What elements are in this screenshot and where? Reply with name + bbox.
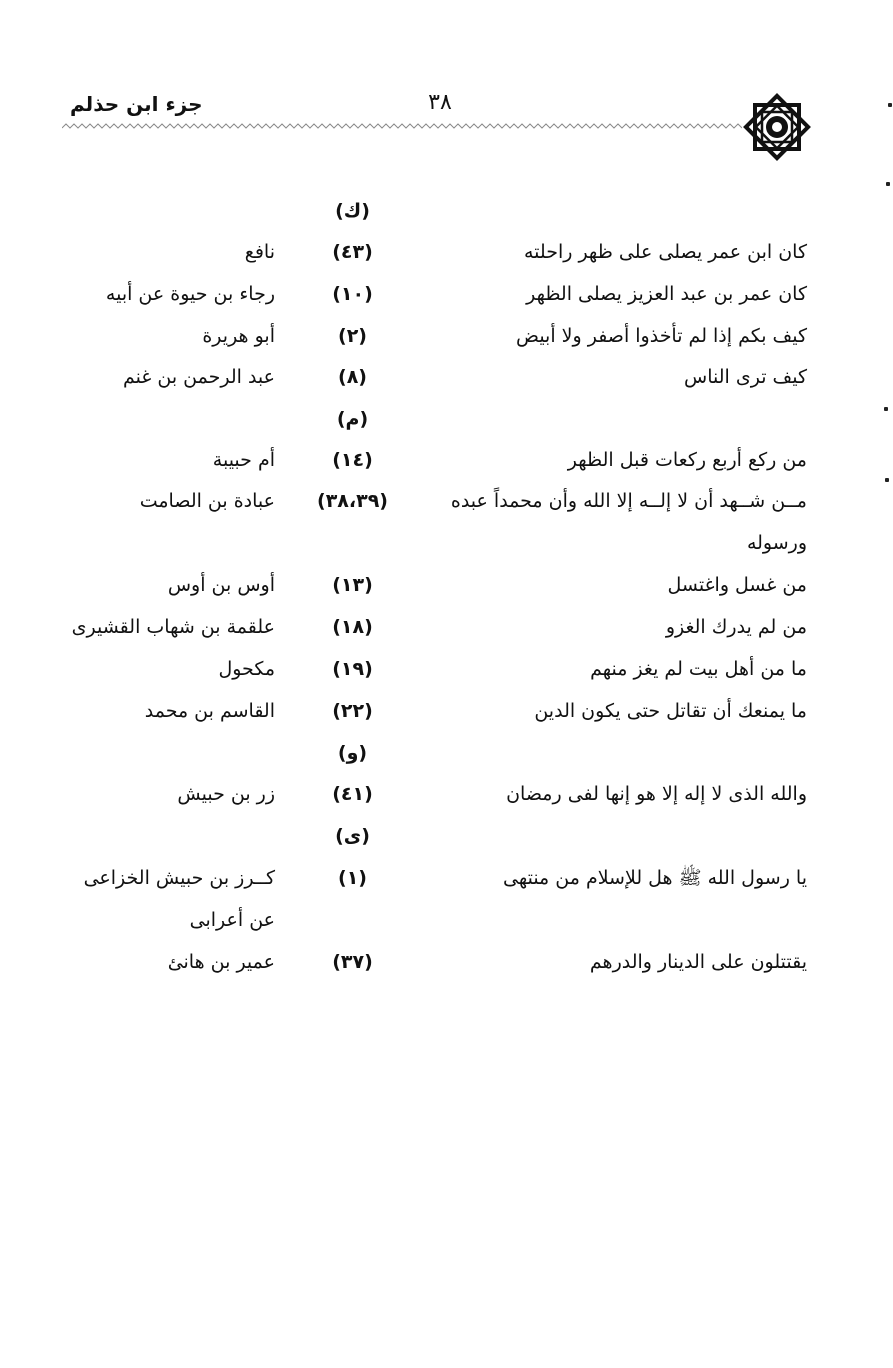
index-entry-continuation [0,522,893,564]
hadith-incipit: من ركع أربع ركعات قبل الظهر [567,449,807,471]
letter-heading [0,815,893,857]
narrator-continued: عن أعرابى [189,909,275,931]
narrator: عبادة بن الصامت [139,490,275,512]
index-entry [0,439,893,481]
hadith-number: (٣٨،٣٩) [317,490,388,512]
index-entry [0,273,893,315]
narrator: نافع [244,241,275,263]
section-letter: (و) [337,742,368,764]
index-entry [0,857,893,899]
hadith-incipit: كان عمر بن عبد العزيز يصلى الظهر [526,283,807,305]
hadith-number: (١٠) [332,283,373,305]
hadith-incipit: ما من أهل بيت لم يغز منهم [590,658,807,680]
index-entry [0,690,893,732]
index-entry [0,356,893,398]
hadith-number: (٣٧) [332,951,373,973]
hadith-incipit: يقتتلون على الدينار والدرهم [589,951,807,973]
index-entry [0,941,893,983]
narrator: القاسم بن محمد [144,700,275,722]
hadith-incipit: يا رسول الله ﷺ هل للإسلام من منتهى [503,867,807,889]
hadith-incipit: كيف ترى الناس [684,366,807,388]
hadith-number: (١٩) [332,658,373,680]
hadith-incipit: من لم يدرك الغزو [665,616,807,638]
index-entry [0,606,893,648]
hadith-number: (٤٣) [332,241,373,263]
hadith-incipit-continued: ورسوله [746,532,807,554]
section-letter: (م) [336,408,369,430]
hadith-number: (١٨) [332,616,373,638]
narrator: رجاء بن حيوة عن أبيه [105,283,275,305]
letter-heading [0,398,893,440]
narrator: كــرز بن حبيش الخزاعى [83,867,275,889]
narrator: علقمة بن شهاب القشيرى [71,616,275,638]
hadith-number: (١) [338,867,367,889]
hadith-incipit: والله الذى لا إله إلا هو إنها لفى رمضان [506,783,807,805]
index-entry [0,564,893,606]
section-letter: (ك) [335,200,370,222]
section-letter: (ى) [335,825,370,847]
letter-heading [0,190,893,232]
index-entry [0,773,893,815]
letter-heading [0,732,893,774]
hadith-number: (١٣) [332,574,373,596]
narrator: أم حبيبة [212,449,275,471]
index-entry [0,648,893,690]
hadith-incipit: كيف بكم إذا لم تأخذوا أصفر ولا أبيض [516,325,807,347]
index-entry [0,231,893,273]
index-entry [0,480,893,522]
narrator: عبد الرحمن بن غنم [123,366,275,388]
hadith-number: (٢) [338,325,367,347]
hadith-incipit: ما يمنعك أن تقاتل حتى يكون الدين [534,700,807,722]
narrator: أوس بن أوس [167,574,275,596]
narrator: زر بن حبيش [177,783,275,805]
hadith-number: (٨) [338,366,367,388]
hadith-incipit: من غسل واغتسل [667,574,807,596]
hadith-incipit: مــن شــهد أن لا إلــه إلا الله وأن محمداً عبده [450,490,807,512]
hadith-number: (٤١) [332,783,373,805]
book-title: جزء ابن حذلم [70,92,203,116]
narrator: عمير بن هانئ [167,951,275,973]
narrator: أبو هريرة [202,325,275,347]
index-entry [0,315,893,357]
hadith-number: (١٤) [332,449,373,471]
hadith-incipit: كان ابن عمر يصلى على ظهر راحلته [524,241,807,263]
page-number: ٣٨ [428,90,452,115]
narrator: مكحول [218,658,275,680]
narrator-continuation [0,899,893,941]
hadith-number: (٢٢) [332,700,373,722]
